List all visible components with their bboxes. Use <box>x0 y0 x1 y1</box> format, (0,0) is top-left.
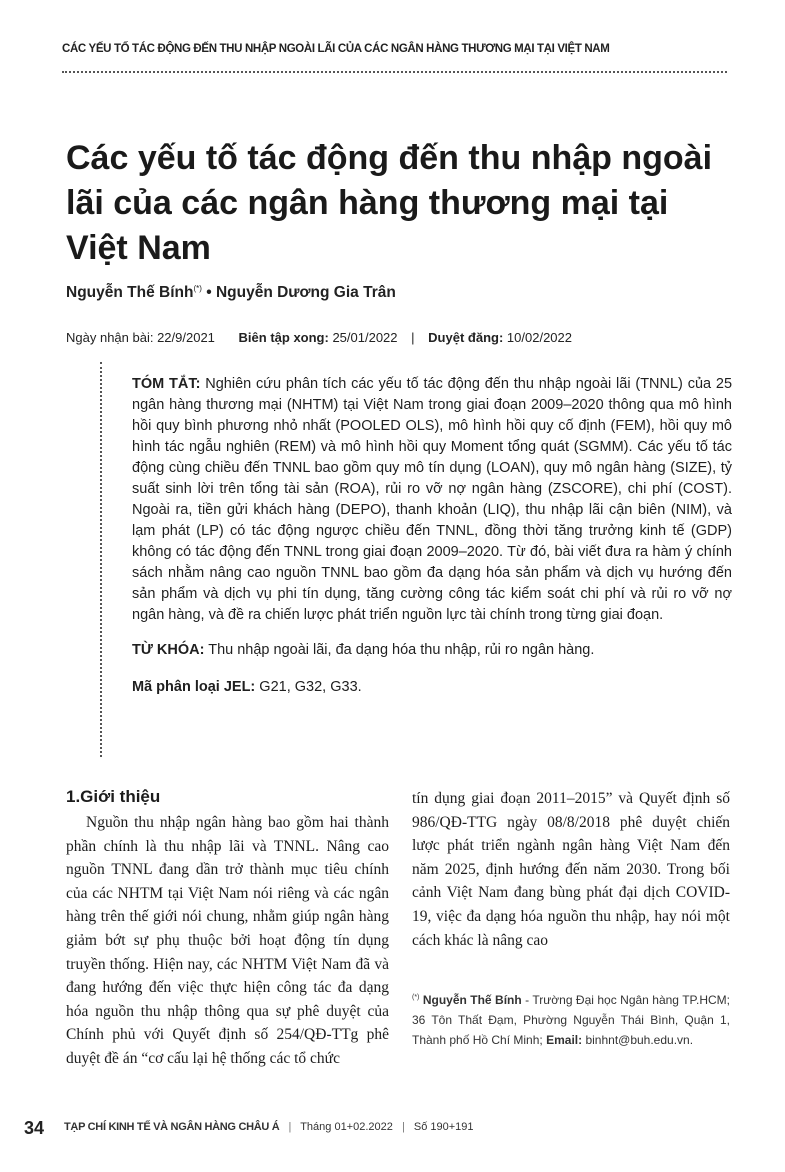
issue-date: Tháng 01+02.2022 <box>300 1121 393 1133</box>
author-1-name: Nguyễn Thế Bính <box>66 284 194 302</box>
received-date: 22/9/2021 <box>157 330 215 345</box>
approved-label: Duyệt đăng: <box>428 330 504 345</box>
abstract-paragraph <box>132 374 732 626</box>
body-column-right <box>412 787 730 952</box>
footnote-email: binhnt@buh.edu.vn. <box>585 1033 694 1047</box>
body-paragraph-right: tín dụng giai đoạn 2011–2015” và Quyết định số 986/QĐ-TTG ngày 08/8/2018 phê duyệt chiến lược phát triển ngành ngân hàng Việt Nam đến năm 2025, định hướng đến năm 2030. Trong bối cảnh Việt Nam đang bùng phát đại dịch COVID-19, việc đa dạng hóa nguồn thu nhập, hay nói một cách khác là nâng cao <box>412 790 730 949</box>
author-separator: • <box>206 284 212 302</box>
footer-separator-1: | <box>288 1121 292 1133</box>
keywords-label: TỪ KHÓA: <box>132 642 205 658</box>
jel-codes: G21, G32, G33. <box>259 679 362 695</box>
abstract-block <box>132 374 732 698</box>
article-title: Các yếu tố tác động đến thu nhập ngoài lãi của các ngân hàng thương mại tại Việt Nam <box>66 139 713 267</box>
footer-separator-2: | <box>401 1121 405 1133</box>
author-footnote <box>412 988 730 1050</box>
keywords-line <box>132 640 732 661</box>
approved-date: 10/02/2022 <box>506 330 572 345</box>
page-number: 34 <box>24 1118 45 1138</box>
journal-name: TẠP CHÍ KINH TẾ VÀ NGÂN HÀNG CHÂU Á <box>64 1121 280 1133</box>
received-label: Ngày nhận bài: <box>66 330 154 345</box>
jel-line <box>132 677 732 698</box>
author-1-mark: (*) <box>193 284 202 293</box>
footnote-affiliation: - Trường Đại học Ngân hàng TP.HCM; 36 Tôn Thất Đạm, Phường Nguyễn Thái Bình, Quận 1, Thành phố Hồ Chí Minh; <box>412 993 730 1047</box>
jel-label: Mã phân loại JEL: <box>132 679 256 695</box>
author-line <box>66 284 396 302</box>
footnote-author: Nguyễn Thế Bính <box>422 993 522 1007</box>
author-2-name: Nguyễn Dương Gia Trân <box>215 284 396 302</box>
date-separator: | <box>411 330 415 345</box>
edited-date: 25/01/2022 <box>332 330 398 345</box>
section-heading: 1.Giới thiệu <box>66 787 161 806</box>
body-column-left <box>66 786 389 1071</box>
running-head: CÁC YẾU TỐ TÁC ĐỘNG ĐẾN THU NHẬP NGOÀI LÃI CỦA CÁC NGÂN HÀNG THƯƠNG MẠI TẠI VIỆT NAM <box>62 43 610 55</box>
issue-number: Số 190+191 <box>413 1121 474 1133</box>
body-paragraph-left: Nguồn thu nhập ngân hàng bao gồm hai thành phần chính là thu nhập lãi và TNNL. Nâng cao nguồn TNNL đang dần trở thành mục tiêu chính của các NHTM tại Việt Nam nói riêng và các ngân hàng trên thế giới nói chung, nhằm giúp ngân hàng giảm bớt sự phụ thuộc bởi hoạt động tín dụng truyền thống. Hiện nay, các NHTM Việt Nam đã và đang hướng đến việc thực hiện công tác đa dạng hóa nguồn thu nhập thông qua sự phê duyệt của Chính phủ với Quyết định số 254/QĐ-TTg phê duyệt đề án “cơ cấu lại hệ thống các tổ chức <box>66 814 389 1067</box>
abstract-text: Nghiên cứu phân tích các yếu tố tác động đến thu nhập ngoài lãi (TNNL) của 25 ngân hàng thương mại (NHTM) tại Việt Nam trong giai đoạn 2009–2020 thông qua mô hình hồi quy bình phương nhỏ nhất (POOLED OLS), mô hình hồi quy cố định (FEM), hồi quy mô hình tác ngẫu nghiên (REM) và mô hình hồi quy Moment tổng quát (SGMM). Các yếu tố tác động cùng chiều đến TNNL bao gồm quy mô tín dụng (LOAN), quy mô ngân hàng (SIZE), tỷ suất sinh lời trên tổng tài sản (ROA), rủi ro vỡ nợ ngân hàng (ZSCORE), chi phí (COST). Ngoài ra, tiền gửi khách hàng (DEPO), thanh khoản (LIQ), thu nhập lãi cận biên (NIM), và lạm phát (LP) có tác động ngược chiều đến TNNL, đồng thời tăng trưởng kinh tế (GDP) không có tác động đến TNNL trong giai đoạn 2009–2020. Từ đó, bài viết đưa ra hàm ý chính sách nhằm nâng cao nguồn TNNL bao gồm đa dạng hóa sản phẩm và dịch vụ hướng đến sản phẩm và dịch vụ phi tín dụng, tăng cường công tác kiểm soát chi phí và rủi ro vỡ nợ ngân hàng, và đề ra chiến lược phát triển nguồn lực tài chính trong từng giai đoạn. <box>132 376 733 623</box>
page-footer <box>64 1121 474 1133</box>
keywords-text: Thu nhập ngoài lãi, đa dạng hóa thu nhập, rủi ro ngân hàng. <box>208 642 595 658</box>
abstract-divider <box>100 362 102 757</box>
header-divider <box>62 71 727 73</box>
article-dates <box>66 330 572 345</box>
footnote-mark: (*) <box>412 994 420 1001</box>
footnote-email-label: Email: <box>546 1033 583 1047</box>
abstract-label: TÓM TẮT: <box>132 376 201 392</box>
edited-label: Biên tập xong: <box>238 330 329 345</box>
